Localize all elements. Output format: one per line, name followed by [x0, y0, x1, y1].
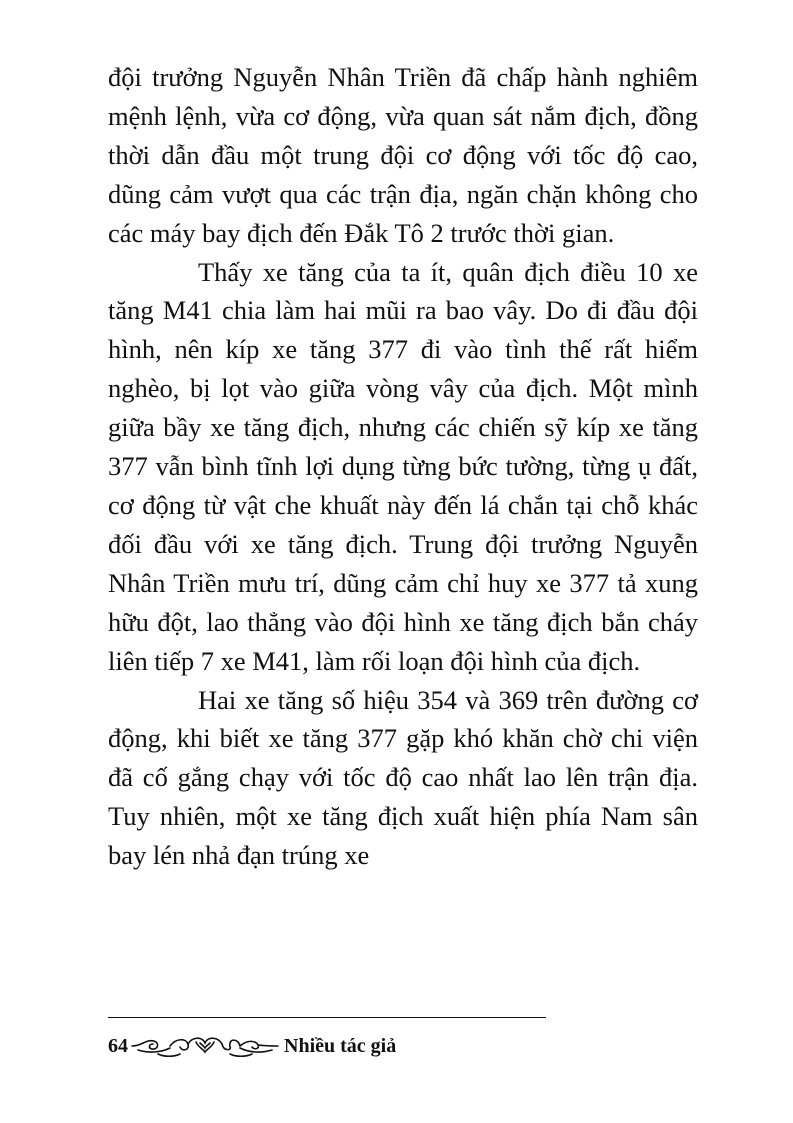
page-footer [108, 1026, 396, 1066]
decorative-scroll-ornament-icon [130, 1033, 280, 1059]
paragraph-2: Thấy xe tăng của ta ít, quân địch điều 10 xe tăng M41 chia làm hai mũi ra bao vây. Do đi đầu đội hình, nên kíp xe tăng 377 đi vào tình thế rất hiểm nghèo, bị lọt vào giữa vòng vây của địch. Một mình giữa bầy xe tăng địch, nhưng các chiến sỹ kíp xe tăng 377 vẫn bình tĩnh lợi dụng từng bức tường, từng ụ đất, cơ động từ vật che khuất này đến lá chắn tại chỗ khác đối đầu với xe tăng địch. Trung đội trưởng Nguyễn Nhân Triền mưu trí, dũng cảm chỉ huy xe 377 tả xung hữu đột, lao thẳng vào đội hình xe tăng địch bắn cháy liên tiếp 7 xe M41, làm rối loạn đội hình của địch. [108, 256, 698, 676]
body-text [108, 58, 698, 875]
paragraph-3: Hai xe tăng số hiệu 354 và 369 trên đường cơ động, khi biết xe tăng 377 gặp khó khăn chờ chi viện đã cố gắng chạy với tốc độ cao nhất lao lên trận địa. Tuy nhiên, một xe tăng địch xuất hiện phía Nam sân bay lén nhả đạn trúng xe [108, 684, 698, 871]
page-number: 64 [108, 1034, 128, 1057]
footer-divider [108, 1017, 546, 1018]
footer-author: Nhiều tác giả [284, 1034, 397, 1057]
paragraph-1: đội trưởng Nguyễn Nhân Triền đã chấp hành nghiêm mệnh lệnh, vừa cơ động, vừa quan sát nắm địch, đồng thời dẫn đầu một trung đội cơ động với tốc độ cao, dũng cảm vượt qua các trận địa, ngăn chặn không cho các máy bay địch đến Đắk Tô 2 trước thời gian. [108, 62, 698, 248]
